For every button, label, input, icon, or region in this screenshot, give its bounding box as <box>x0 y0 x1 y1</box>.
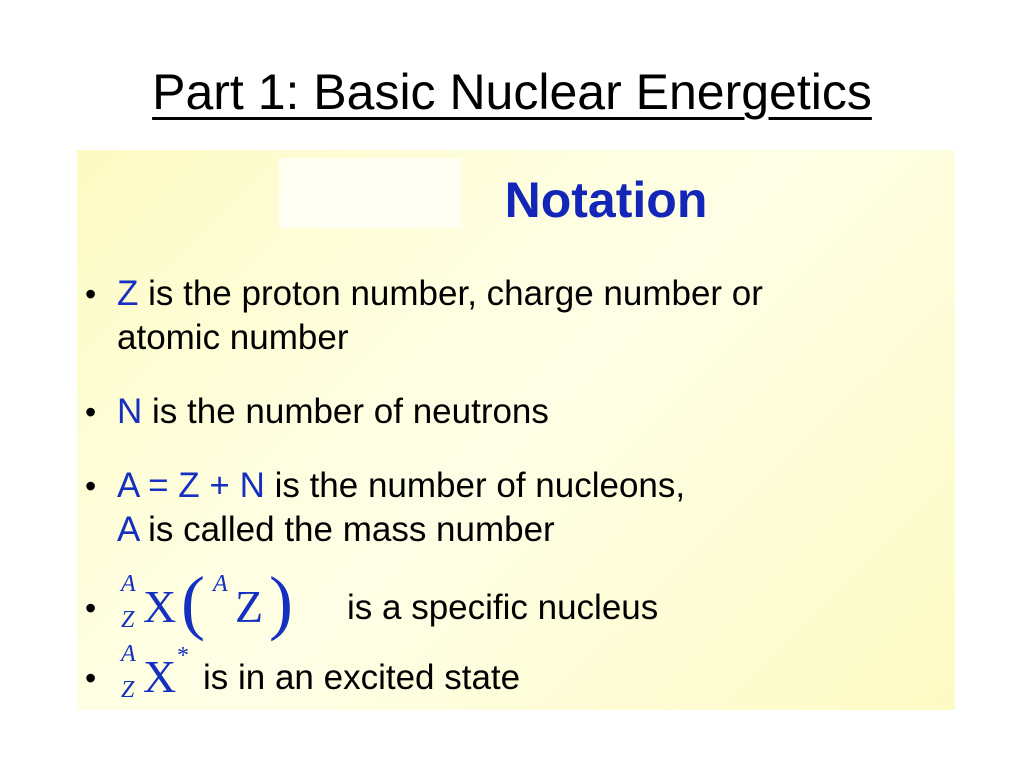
bullet-description: is a specific nucleus <box>347 588 659 627</box>
bullet-continuation: atomic number <box>117 318 349 357</box>
bullet-description: is the number of neutrons <box>142 392 549 431</box>
symbol-a: A <box>117 510 139 549</box>
panel-heading: Notation <box>504 172 708 228</box>
notation-panel <box>77 150 955 710</box>
bullet-dot: • <box>85 394 97 430</box>
bullet-dot: • <box>85 660 97 696</box>
slide-title: Part 1: Basic Nuclear Energetics <box>152 64 872 120</box>
right-paren: ) <box>269 562 293 642</box>
mass-number: A <box>121 571 136 597</box>
charge-number: Z <box>121 677 135 703</box>
nuclide-formula <box>119 562 319 642</box>
bullet-text <box>117 390 549 434</box>
charge-number: Z <box>121 607 135 633</box>
excited-nuclide-formula <box>119 641 209 712</box>
element-symbol: X <box>143 651 177 702</box>
bullet-continuation <box>117 508 555 552</box>
symbol-z: Z <box>117 274 139 313</box>
bullet-text <box>117 272 763 316</box>
bullet-text <box>117 464 685 508</box>
bullet-description: is called the mass number <box>138 510 555 549</box>
alt-mass-number: A <box>213 571 228 597</box>
bullet-dot: • <box>85 468 97 504</box>
alt-element-symbol: Z <box>235 581 264 632</box>
bullet-description: is the number of nucleons, <box>264 466 686 505</box>
symbol-n: N <box>117 392 143 431</box>
bullet-dot: • <box>85 590 97 626</box>
bullet-dot: • <box>85 276 97 312</box>
element-symbol: X <box>143 581 177 632</box>
bullet-description: is the proton number, charge number or <box>138 274 763 313</box>
mass-number: A <box>121 641 136 667</box>
excited-star: * <box>177 643 189 669</box>
symbol-a-equation: A = Z + N <box>117 466 265 505</box>
left-paren: ( <box>181 562 205 642</box>
bullet-description: is in an excited state <box>203 658 521 697</box>
